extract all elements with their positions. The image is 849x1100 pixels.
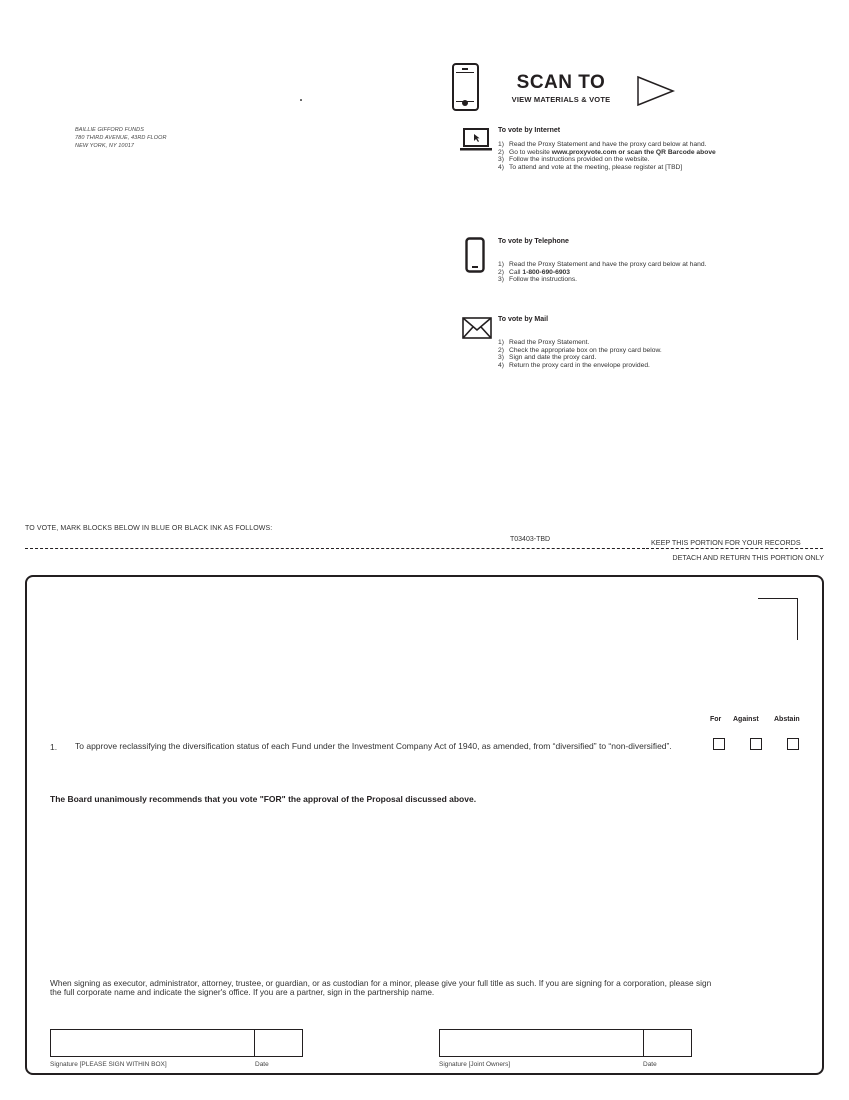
proposal-text: To approve reclassifying the diversification status of each Fund under the Investment Company Act of 1940, as amended, from “diversified” to “non-diversified”.	[75, 741, 672, 751]
abstain-checkbox[interactable]	[787, 738, 799, 750]
list-item: 2) Call 1-800-690-6903	[498, 268, 570, 276]
mail-steps	[498, 339, 758, 369]
list-item: 3) Follow the instructions provided on the website.	[498, 156, 650, 164]
scan-title: SCAN TO	[516, 72, 606, 93]
detach-portion-label: DETACH AND RETURN THIS PORTION ONLY	[672, 553, 824, 562]
list-item: 4) Return the proxy card in the envelope provided.	[498, 361, 650, 369]
list-item: 1) Read the Proxy Statement and have the proxy card below at hand.	[498, 141, 707, 148]
list-item: 2) Go to website www.proxyvote.com or scan the QR Barcode above	[498, 148, 716, 156]
list-item: 4) To attend and vote at the meeting, please register at [TBD]	[498, 163, 683, 171]
joint-date-box[interactable]	[643, 1029, 692, 1057]
telephone-title: To vote by Telephone	[498, 238, 569, 245]
list-item: 1) Read the Proxy Statement and have the proxy card below at hand.	[498, 261, 707, 268]
proposal-number: 1.	[50, 742, 58, 752]
signature-box[interactable]	[50, 1029, 255, 1057]
against-checkbox[interactable]	[750, 738, 762, 750]
envelope-icon	[462, 317, 492, 339]
stray-dot	[300, 99, 302, 101]
board-recommendation: The Board unanimously recommends that you vote "FOR" the approval of the Proposal discussed above.	[50, 794, 477, 804]
mark-instructions: TO VOTE, MARK BLOCKS BELOW IN BLUE OR BLACK INK AS FOLLOWS:	[25, 525, 273, 532]
detach-line-right	[646, 548, 823, 549]
date-box[interactable]	[254, 1029, 303, 1057]
return-address-line-1: BAILLIE GIFFORD FUNDS	[75, 127, 145, 133]
play-arrow-icon	[636, 75, 676, 107]
signature-label: Signature [PLEASE SIGN WITHIN BOX]	[50, 1061, 167, 1068]
for-checkbox[interactable]	[713, 738, 725, 750]
signing-instructions: When signing as executor, administrator, attorney, trustee, or guardian, or as custodian for a minor, please give your full title as such. If you are signing for a corporation, please sign the full corporate name and indicate the signer's office. If you are a partner, sign in the partnership name.	[50, 978, 712, 997]
mail-title: To vote by Mail	[498, 316, 549, 323]
phone-icon	[465, 237, 485, 273]
telephone-steps	[498, 261, 758, 284]
date-label: Date	[255, 1061, 269, 1068]
proxy-card	[25, 575, 824, 1075]
detach-line	[25, 548, 645, 549]
list-item: 3) Sign and date the proxy card.	[498, 354, 597, 362]
return-address-line-3: NEW YORK, NY 10017	[75, 143, 135, 149]
keep-portion-label: KEEP THIS PORTION FOR YOUR RECORDS	[651, 538, 801, 547]
control-code: T03403-TBD	[510, 536, 551, 543]
column-for: For	[710, 716, 722, 723]
internet-title: To vote by Internet	[498, 127, 561, 134]
return-address-line-2: 780 THIRD AVENUE, 43RD FLOOR	[75, 135, 167, 141]
joint-signature-label: Signature [Joint Owners]	[439, 1061, 511, 1068]
column-against: Against	[733, 716, 759, 723]
internet-steps	[498, 141, 758, 171]
joint-signature-box[interactable]	[439, 1029, 644, 1057]
return-address	[75, 126, 167, 150]
scan-subtitle: VIEW MATERIALS & VOTE	[511, 95, 611, 104]
corner-mark	[758, 598, 798, 640]
list-item: 2) Check the appropriate box on the proxy card below.	[498, 346, 662, 354]
joint-date-label: Date	[643, 1061, 657, 1068]
list-item: 3) Follow the instructions.	[498, 276, 578, 284]
laptop-icon	[460, 127, 492, 153]
smartphone-icon	[452, 63, 479, 111]
column-abstain: Abstain	[774, 716, 800, 723]
list-item: 1) Read the Proxy Statement.	[498, 339, 590, 346]
